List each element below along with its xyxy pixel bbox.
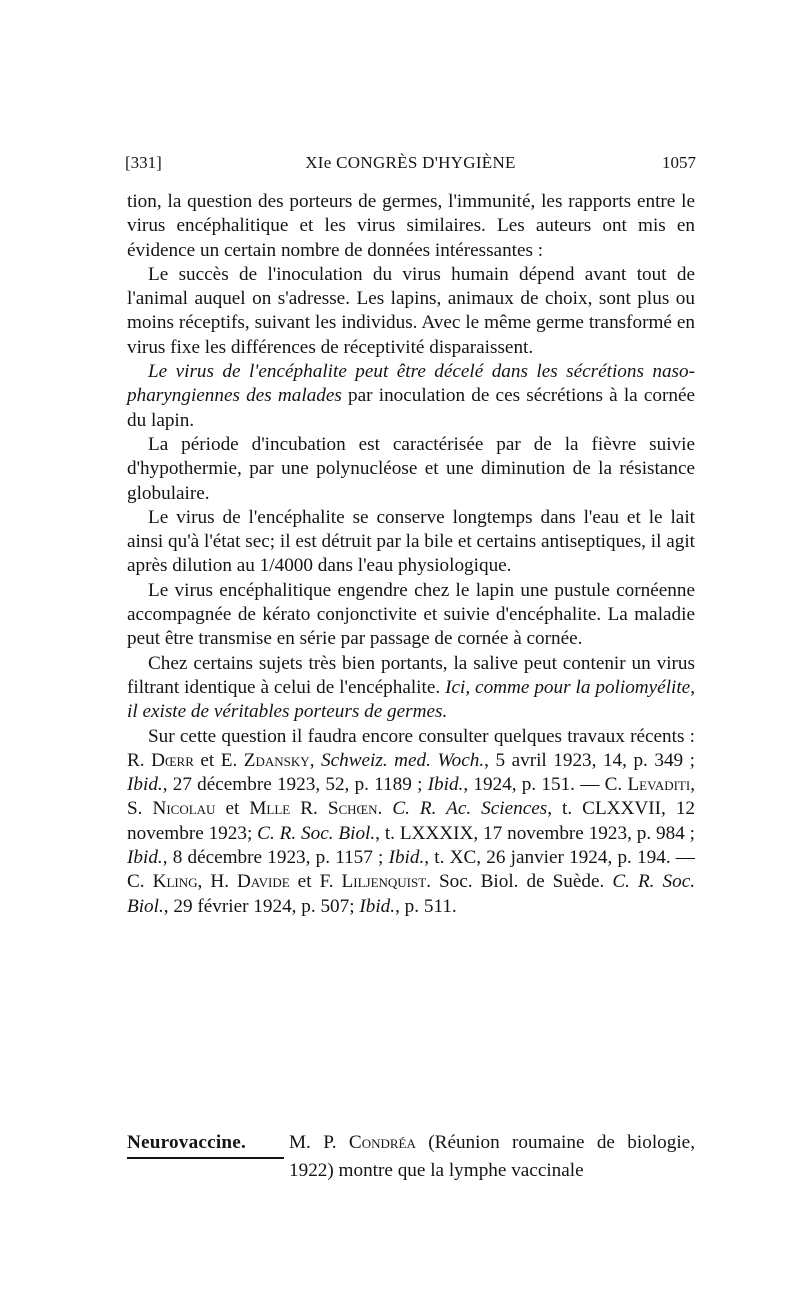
section-text: M. P. Condréa (Réunion roumaine de biologie, 1922) montre que la lymphe vaccinale (289, 1132, 695, 1181)
author-name: F. Liljenquist (319, 871, 427, 893)
section-neurovaccine (127, 1129, 695, 1185)
journal-title: C. R. Soc. Biol. (257, 822, 376, 844)
author-name: M. P. Condréa (289, 1132, 416, 1153)
author-name: Mlle R. Schœn (249, 798, 378, 820)
paragraph-inoculation: Le succès de l'inoculation du virus humain dépend avant tout de l'animal auquel on s'adresse. Les lapins, animaux de choix, sont plus ou moins réceptifs, suivant les individus. Avec le même germe transformé en virus fixe les différences de réceptivité disparaissent. (127, 263, 695, 358)
paragraph-references: Sur cette question il faudra encore consulter quelques travaux récents : R. Dœrr et E. Zdansky, Schweiz. med. Woch., 5 avril 1923, 14, p. 349 ; Ibid., 27 décembre 1923, 52, p. 1189 ; Ibid., 1924, p. 151. — C. Levaditi, S. Nicolau et Mlle R. Schœn. C. R. Ac. Sciences, t. CLXXVII, 12 novembre 1923; C. R. Soc. Biol., t. LXXXIX, 17 novembre 1923, p. 984 ; Ibid., 8 décembre 1923, p. 1157 ; Ibid., t. XC, 26 janvier 1924, p. 194. — C. Kling, H. Davide et F. Liljenquist. Soc. Biol. de Suède. C. R. Soc. Biol., 29 février 1924, p. 507; Ibid., p. 511. (127, 725, 696, 917)
journal-title: C. R. Ac. Sciences (392, 798, 548, 820)
author-name: R. Dœrr (127, 749, 194, 771)
page-number: 1057 (662, 153, 696, 172)
paragraph-secretions: Le virus de l'encéphalite peut être décelé dans les sécrétions naso-pharyngiennes des malades par inoculation de ces sécrétions à la cornée du lapin. (127, 361, 695, 431)
italic-finding: Le virus de l'encéphalite peut être décelé dans les sécrétions naso-pharyngiennes des malades (127, 361, 695, 407)
author-name: C. Levaditi (604, 774, 691, 796)
running-header (125, 153, 696, 177)
paragraph-carriers: Chez certains sujets très bien portants, la salive peut contenir un virus filtrant identique à celui de l'encéphalite. Ici, comme pour la poliomyélite, il existe de véritables porteurs de germes. (127, 652, 696, 723)
paragraph-incubation: La période d'incubation est caractérisée par de la fièvre suivie d'hypothermie, par une polynucléose et une diminution de la résistance globulaire. (127, 433, 695, 504)
paragraph-continued: tion, la question des porteurs de germes, l'immunité, les rapports entre le virus encéphalitique et les virus similaires. Les auteurs ont mis en évidence un certain nombre de données intéressantes : (127, 191, 695, 261)
journal-title: Ibid. (359, 895, 396, 917)
author-name: C. Kling (127, 871, 198, 893)
paragraph-conservation: Le virus de l'encéphalite se conserve longtemps dans l'eau et le lait ainsi qu'à l'état sec; il est détruit par la bile et certains antiseptiques, il agit après dilution au 1/4000 dans l'eau physiologique. (127, 506, 695, 577)
heading-underline (127, 1157, 284, 1159)
author-name: H. Davide (210, 871, 290, 893)
running-title: XIe CONGRÈS D'HYGIÈNE (305, 153, 516, 172)
journal-title: Ibid. (427, 774, 464, 796)
journal-title: Ibid. (388, 847, 425, 869)
italic-conclusion: Ici, comme pour la poliomyélite, il existe de véritables porteurs de germes. (127, 676, 696, 723)
author-name: E. Zdansky (220, 749, 310, 771)
journal-title: C. R. Soc. Biol. (127, 871, 696, 917)
journal-title: Schweiz. med. Woch. (321, 749, 485, 771)
body-text (127, 190, 695, 919)
journal-title: Ibid. (127, 774, 163, 796)
paragraph-pustule: Le virus encéphalitique engendre chez le lapin une pustule cornéenne accompagnée de kérato conjonctivite et suivie d'encéphalite. La maladie peut être transmise en série par passage de cornée à cornée. (127, 579, 695, 650)
section-heading: Neurovaccine. (127, 1132, 246, 1153)
journal-title: Ibid. (127, 847, 163, 869)
author-name: S. Nicolau (127, 798, 216, 820)
page-reference: [331] (125, 153, 162, 172)
